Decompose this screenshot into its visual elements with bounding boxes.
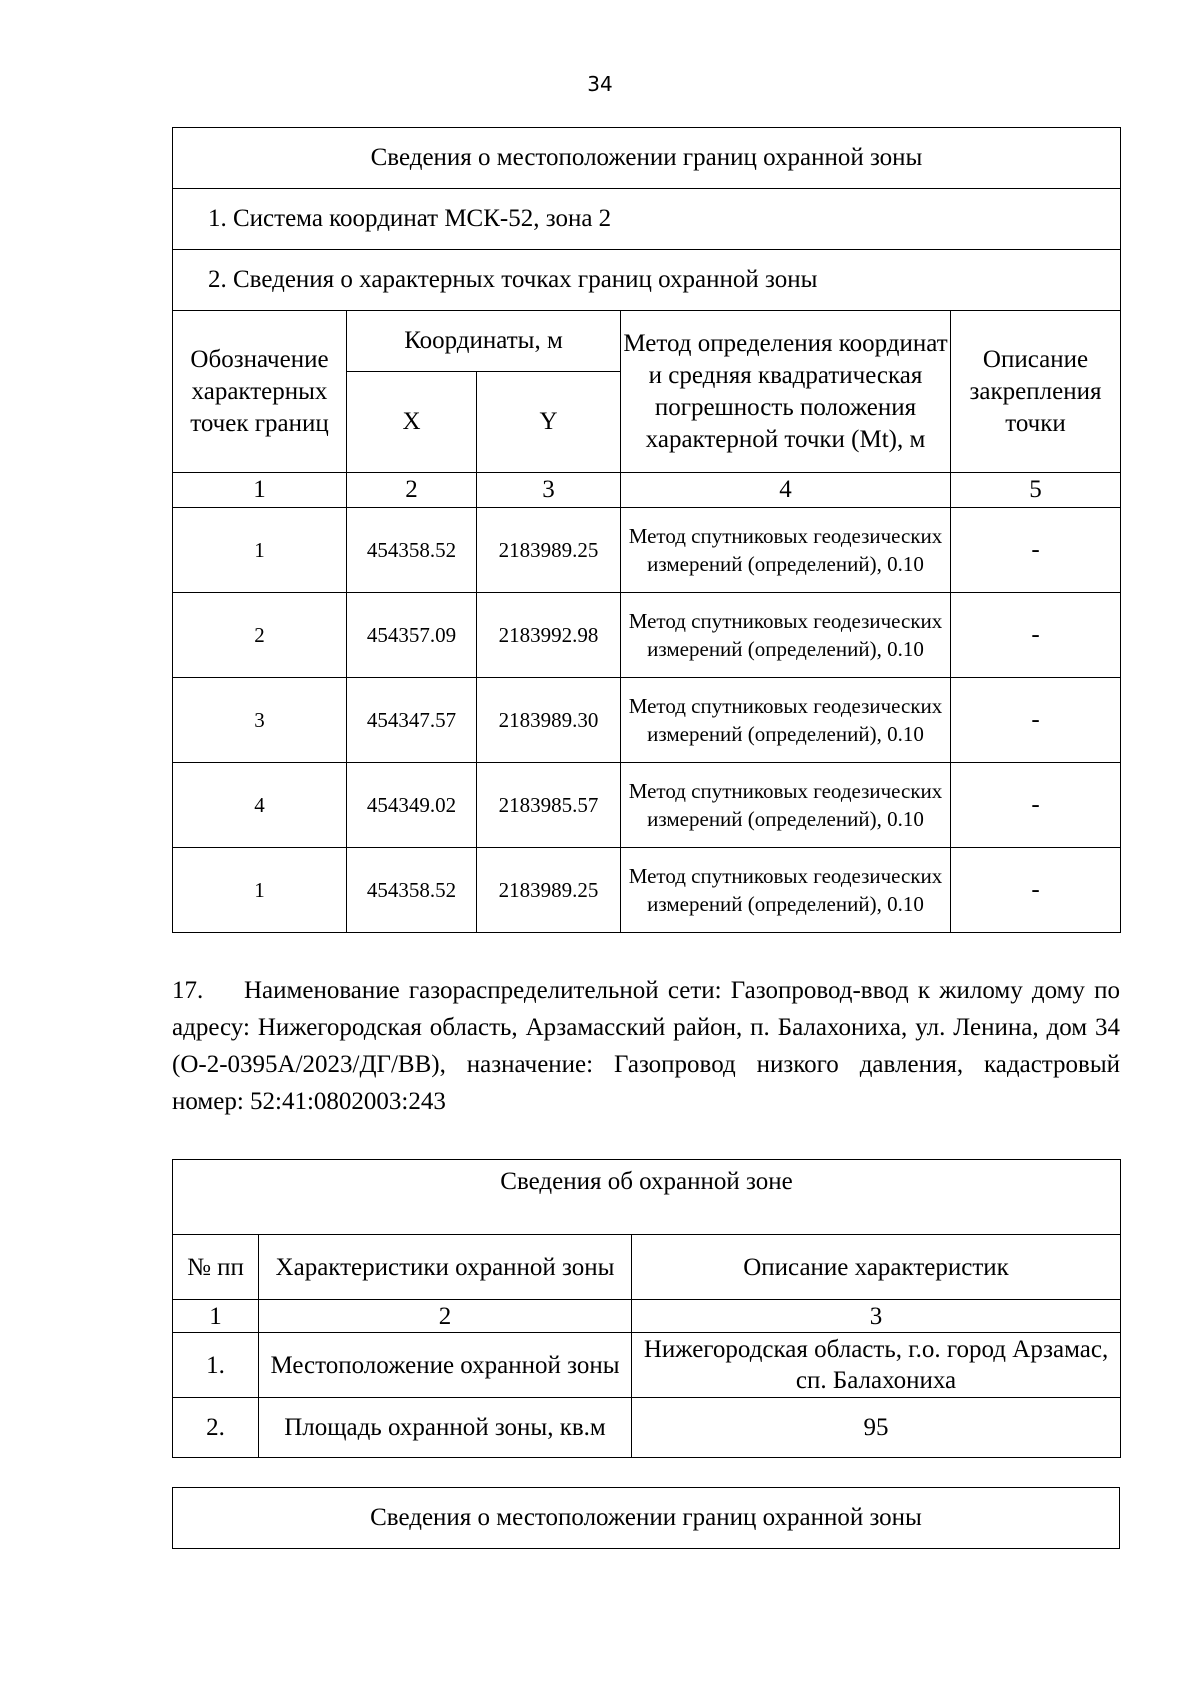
fixing-text: - xyxy=(951,593,1121,678)
column-number: 3 xyxy=(632,1300,1121,1333)
column-number: 2 xyxy=(347,473,477,508)
point-number: 1 xyxy=(173,508,347,593)
item-text: Наименование газораспределительной сети: Газопровод-ввод к жилому дому по адресу: Нижегородская область, Арзамасский район, п. Балахониха, ул. Ленина, дом 34 (О-2-0395А/2023/ДГ/ВВ), назначение: Газопровод низкого давления, кадастровый номер: 52:41:0802003:243 xyxy=(172,977,1120,1115)
fixing-text: - xyxy=(951,848,1121,933)
coordinate-y: 2183992.98 xyxy=(477,593,621,678)
header-method: Метод определения координат и средняя квадратическая погрешность положения характерной точки (Mt), м xyxy=(621,311,951,473)
coordinate-y: 2183985.57 xyxy=(477,763,621,848)
table-row xyxy=(173,1398,1121,1458)
method-text: Метод спутниковых геодезических измерений (определений), 0.10 xyxy=(621,763,951,848)
characteristic-name: Площадь охранной зоны, кв.м xyxy=(259,1398,632,1458)
next-table-title: Сведения о местоположении границ охранной зоны xyxy=(173,1488,1120,1549)
point-number: 2 xyxy=(173,593,347,678)
column-number: 4 xyxy=(621,473,951,508)
column-number: 5 xyxy=(951,473,1121,508)
coordinate-x: 454349.02 xyxy=(347,763,477,848)
boundary-points-table xyxy=(172,127,1121,933)
points-title: 2. Сведения о характерных точках границ охранной зоны xyxy=(173,250,1121,311)
next-boundary-table xyxy=(172,1487,1120,1549)
coordinate-x: 454357.09 xyxy=(347,593,477,678)
boundary-table-title: Сведения о местоположении границ охранной зоны xyxy=(173,128,1121,189)
table-row xyxy=(173,848,1121,933)
table-row xyxy=(173,763,1121,848)
header-characteristics: Характеристики охранной зоны xyxy=(259,1235,632,1300)
column-number: 1 xyxy=(173,1300,259,1333)
characteristic-value: 95 xyxy=(632,1398,1121,1458)
table-row xyxy=(173,508,1121,593)
method-text: Метод спутниковых геодезических измерений (определений), 0.10 xyxy=(621,848,951,933)
coordinate-x: 454358.52 xyxy=(347,848,477,933)
point-number: 1 xyxy=(173,848,347,933)
header-y: Y xyxy=(477,372,621,473)
header-x: X xyxy=(347,372,477,473)
header-fixing: Описание закрепления точки xyxy=(951,311,1121,473)
item-number: 17. xyxy=(172,977,204,1004)
table-row xyxy=(173,1333,1121,1398)
fixing-text: - xyxy=(951,508,1121,593)
row-number: 2. xyxy=(173,1398,259,1458)
header-description: Описание характеристик xyxy=(632,1235,1121,1300)
coordinate-y: 2183989.25 xyxy=(477,848,621,933)
fixing-text: - xyxy=(951,763,1121,848)
table-row xyxy=(173,678,1121,763)
point-number: 3 xyxy=(173,678,347,763)
column-number: 2 xyxy=(259,1300,632,1333)
method-text: Метод спутниковых геодезических измерений (определений), 0.10 xyxy=(621,593,951,678)
item-paragraph xyxy=(172,972,1120,1120)
method-text: Метод спутниковых геодезических измерений (определений), 0.10 xyxy=(621,508,951,593)
table-row xyxy=(173,593,1121,678)
header-coordinates: Координаты, м xyxy=(347,311,621,372)
point-number: 4 xyxy=(173,763,347,848)
coordinate-y: 2183989.25 xyxy=(477,508,621,593)
characteristic-value: Нижегородская область, г.о. город Арзамас, сп. Балахониха xyxy=(632,1333,1121,1398)
zone-info-table xyxy=(172,1159,1121,1458)
zone-table-title: Сведения об охранной зоне xyxy=(173,1160,1121,1235)
page-number: 34 xyxy=(587,72,613,96)
header-designation: Обозначение характерных точек границ xyxy=(173,311,347,473)
coordinate-x: 454358.52 xyxy=(347,508,477,593)
row-number: 1. xyxy=(173,1333,259,1398)
column-number: 3 xyxy=(477,473,621,508)
method-text: Метод спутниковых геодезических измерений (определений), 0.10 xyxy=(621,678,951,763)
column-number: 1 xyxy=(173,473,347,508)
header-no: № пп xyxy=(173,1235,259,1300)
coordinate-system: 1. Система координат МСК-52, зона 2 xyxy=(173,189,1121,250)
characteristic-name: Местоположение охранной зоны xyxy=(259,1333,632,1398)
coordinate-y: 2183989.30 xyxy=(477,678,621,763)
coordinate-x: 454347.57 xyxy=(347,678,477,763)
fixing-text: - xyxy=(951,678,1121,763)
